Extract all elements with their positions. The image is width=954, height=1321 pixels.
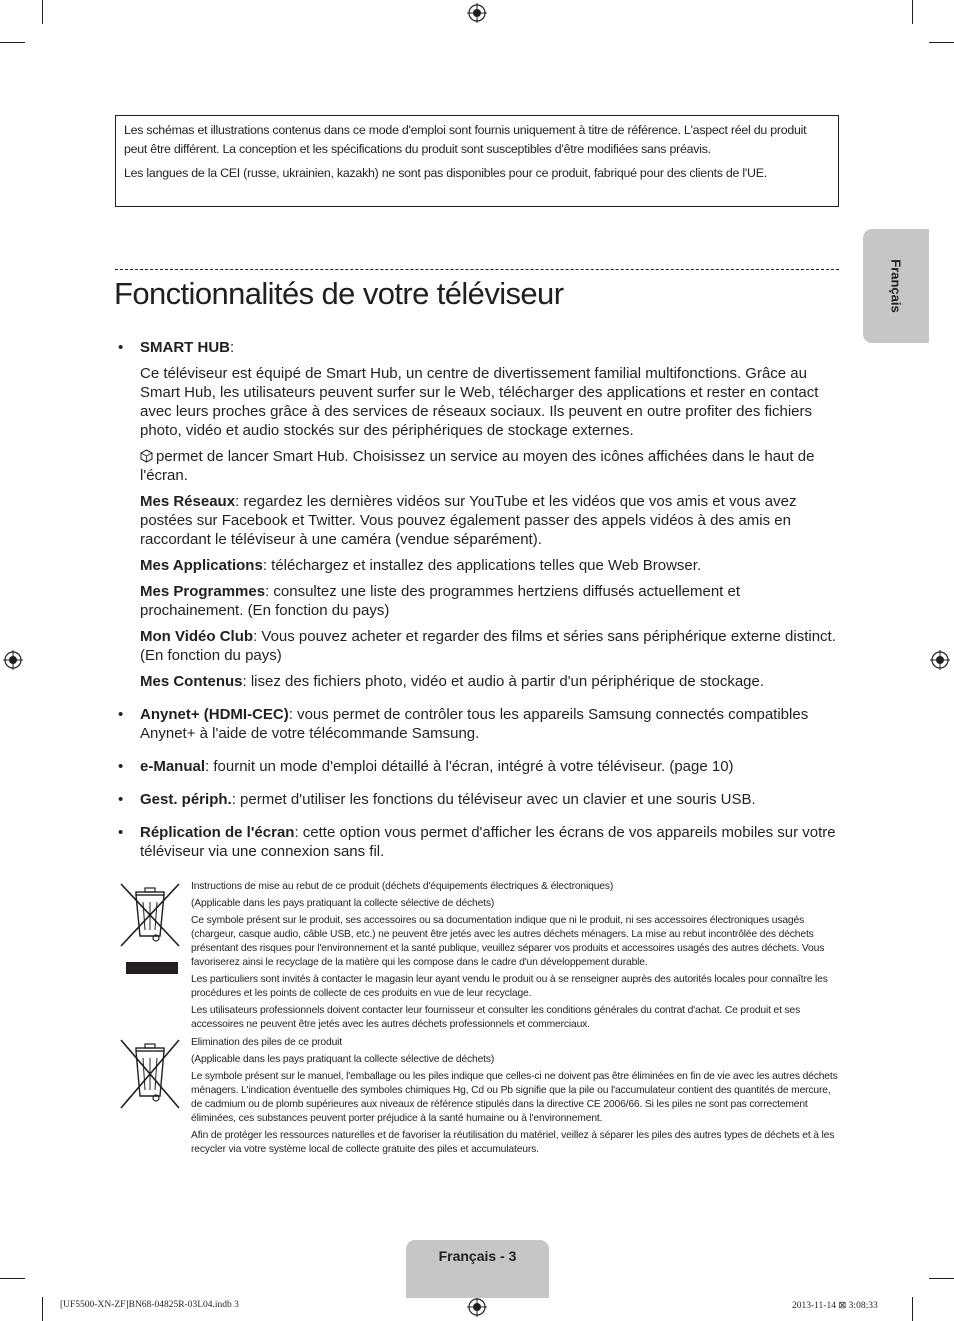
feature-emanual [118, 757, 840, 776]
bullet: • [118, 339, 124, 356]
sub-feature-text: : lisez des fichiers photo, vidéo et audio à partir d'un périphérique de stockage. [242, 673, 765, 690]
feature-description: Ce téléviseur est équipé de Smart Hub, un centre de divertissement familial multifonctions. Grâce au Smart Hub, les utilisateurs peuvent surfer sur le Web, télécharger des applications et rester en contact avec leurs proches grâce à des services de réseaux sociaux. Ils peuvent en outre profiter des fichiers photo, vidéo et audio stockés sur des périphériques de stockage externes. [140, 365, 819, 439]
weee-disposal-block [118, 880, 840, 1035]
registration-mark-icon [3, 650, 23, 670]
sub-feature-text: : consultez une liste des programmes hertziens diffusés actuellement et prochainement. (En fonction du pays) [140, 583, 741, 619]
bullet: • [118, 791, 124, 808]
crossed-bin-icon [118, 880, 182, 976]
battery-subheading: (Applicable dans les pays pratiquant la collecte sélective de déchets) [191, 1054, 495, 1065]
print-timestamp: 2013-11-14 ⊠ 3:08:33 [792, 1301, 878, 1311]
feature-text: : vous permet de contrôler tous les appareils Samsung connectés compatibles Anynet+ à l'aide de votre télécommande Samsung. [140, 706, 809, 742]
feature-anynet [118, 705, 840, 743]
sub-feature [140, 492, 840, 549]
smart-hub-launch [140, 447, 840, 485]
registration-mark-icon [467, 1297, 487, 1317]
sub-feature-text: : téléchargez et installez des applications telles que Web Browser. [262, 557, 702, 574]
sub-feature-label: Mes Applications [140, 557, 263, 574]
disclaimer-paragraph: Les langues de la CEI (russe, ukrainien, kazakh) ne sont pas disponibles pour ce produit, fabriqué pour des clients de l'UE. [124, 166, 767, 180]
crop-mark [912, 0, 913, 24]
page-number: Français - 3 [438, 1248, 517, 1264]
weee-paragraph: Ce symbole présent sur le produit, ses accessoires ou sa documentation indique que ni le produit, ni ses accessoires électroniques usagés (chargeur, casque audio, câble USB, etc.) ne peuvent être jetés avec les autres déchets ménagers. La mise au rebut incontrôlée des déchets présentant des risques pour l'environnement et la santé publique, veuillez séparer vos produits et accessoires usagés des autres déchets. Vous favoriserez ainsi le recyclage de la matière qui les compose dans le cadre d'un développement durable. [191, 915, 825, 968]
battery-paragraph: Le symbole présent sur le manuel, l'emballage ou les piles indique que celles-ci ne doivent pas être éliminées en fin de vie avec les autres déchets ménagers. L'indication éventuelle des symboles chimiques Hg, Cd ou Pb signifie que la pile ou l'accumulateur contient des quantités de mercure, de cadmium ou de plomb supérieures aux niveaux de référence stipulés dans la directive CE 2006/66. Si les piles ne sont pas correctement éliminées, ces substances peuvent porter préjudice à la santé humaine ou à l'environnement. [191, 1071, 838, 1124]
weee-text [191, 880, 840, 1032]
sub-feature [140, 582, 840, 620]
feature-list [118, 338, 840, 875]
feature-label: Gest. périph. [140, 791, 232, 808]
sub-feature-label: Mes Programmes [140, 583, 266, 600]
feature-smart-hub [118, 338, 840, 691]
sub-feature-text: : regardez les dernières vidéos sur YouTube et les vidéos que vos amis et vous avez postées sur Facebook et Twitter. Vous pouvez également passer des appels vidéos à des amis en raccordant le téléviseur à une caméra (vendue séparément). [140, 493, 797, 548]
crop-mark [42, 0, 43, 24]
crop-mark [0, 1278, 25, 1279]
section-title: Fonctionnalités de votre téléviseur [114, 276, 564, 311]
smart-hub-icon [140, 449, 153, 463]
crop-mark [42, 1297, 43, 1321]
sub-feature-label: Mes Réseaux [140, 493, 236, 510]
bullet: • [118, 758, 124, 775]
feature-device-manager [118, 790, 840, 809]
sub-feature-label: Mes Contenus [140, 673, 243, 690]
crop-mark [912, 1297, 913, 1321]
battery-heading: Elimination des piles de ce produit [191, 1037, 343, 1048]
sub-feature-label: Mon Vidéo Club [140, 628, 254, 645]
feature-label: Anynet+ (HDMI-CEC) [140, 706, 289, 723]
weee-paragraph: Les utilisateurs professionnels doivent contacter leur fournisseur et consulter les conditions générales du contrat d'achat. Ce produit et ses accessoires ne peuvent être jetés avec les autres déchets professionnels et commerciaux. [191, 1005, 801, 1030]
sub-feature [140, 627, 840, 665]
section-divider [115, 269, 839, 270]
battery-paragraph: Afin de protéger les ressources naturelles et de favoriser la réutilisation du matériel, veillez à séparer les piles des autres types de déchets et à les recycler via votre système local de collecte gratuite des piles et accumulateurs. [191, 1130, 835, 1155]
sub-feature-text: : Vous pouvez acheter et regarder des films et séries sans périphérique externe distinct. (En fonction du pays) [140, 628, 836, 664]
sub-feature [140, 556, 840, 575]
sub-feature [140, 672, 840, 691]
page-number-tab [406, 1240, 549, 1298]
language-tab-label: Français [888, 259, 904, 313]
print-file-info: [UF5500-XN-ZF]BN68-04825R-03L04.indb 3 [60, 1300, 239, 1310]
disclaimer-paragraph: Les schémas et illustrations contenus dans ce mode d'emploi sont fournis uniquement à titre de référence. L'aspect réel du produit peut être différent. La conception et les spécifications du produit sont susceptibles d'être modifiées sans préavis. [124, 123, 807, 156]
weee-symbol [118, 880, 182, 981]
feature-text: : permet d'utiliser les fonctions du téléviseur avec un clavier et une souris USB. [231, 791, 756, 808]
feature-colon: : [230, 339, 235, 356]
feature-text: : fournit un mode d'emploi détaillé à l'écran, intégré à votre téléviseur. (page 10) [205, 758, 734, 775]
battery-text [191, 1036, 840, 1157]
feature-screen-mirroring [118, 823, 840, 861]
crossed-bin-icon [118, 1036, 182, 1112]
weee-subheading: (Applicable dans les pays pratiquant la collecte sélective de déchets) [191, 898, 495, 909]
crop-mark [929, 42, 954, 43]
bullet: • [118, 824, 124, 841]
feature-label: SMART HUB [140, 339, 230, 356]
crop-mark [0, 42, 25, 43]
feature-description: permet de lancer Smart Hub. Choisissez un service au moyen des icônes affichées dans le haut de l'écran. [140, 448, 815, 484]
battery-disposal-block [118, 1036, 840, 1160]
registration-mark-icon [467, 3, 487, 23]
registration-mark-icon [930, 650, 950, 670]
weee-paragraph: Les particuliers sont invités à contacter le magasin leur ayant vendu le produit ou à se renseigner auprès des autorités locales pour connaître les procédures et les points de collecte de ces produits en vue de leur recyclage. [191, 974, 828, 999]
bullet: • [118, 706, 124, 723]
disclaimer-box [115, 115, 839, 207]
feature-text: : cette option vous permet d'afficher les écrans de vos appareils mobiles sur votre téléviseur via une connexion sans fil. [140, 824, 836, 860]
language-tab [863, 229, 929, 343]
feature-label: Réplication de l'écran [140, 824, 295, 841]
battery-symbol [118, 1036, 182, 1117]
crop-mark [929, 1278, 954, 1279]
feature-label: e-Manual [140, 758, 206, 775]
weee-heading: Instructions de mise au rebut de ce produit (déchets d'équipements électriques & électroniques) [191, 881, 614, 892]
